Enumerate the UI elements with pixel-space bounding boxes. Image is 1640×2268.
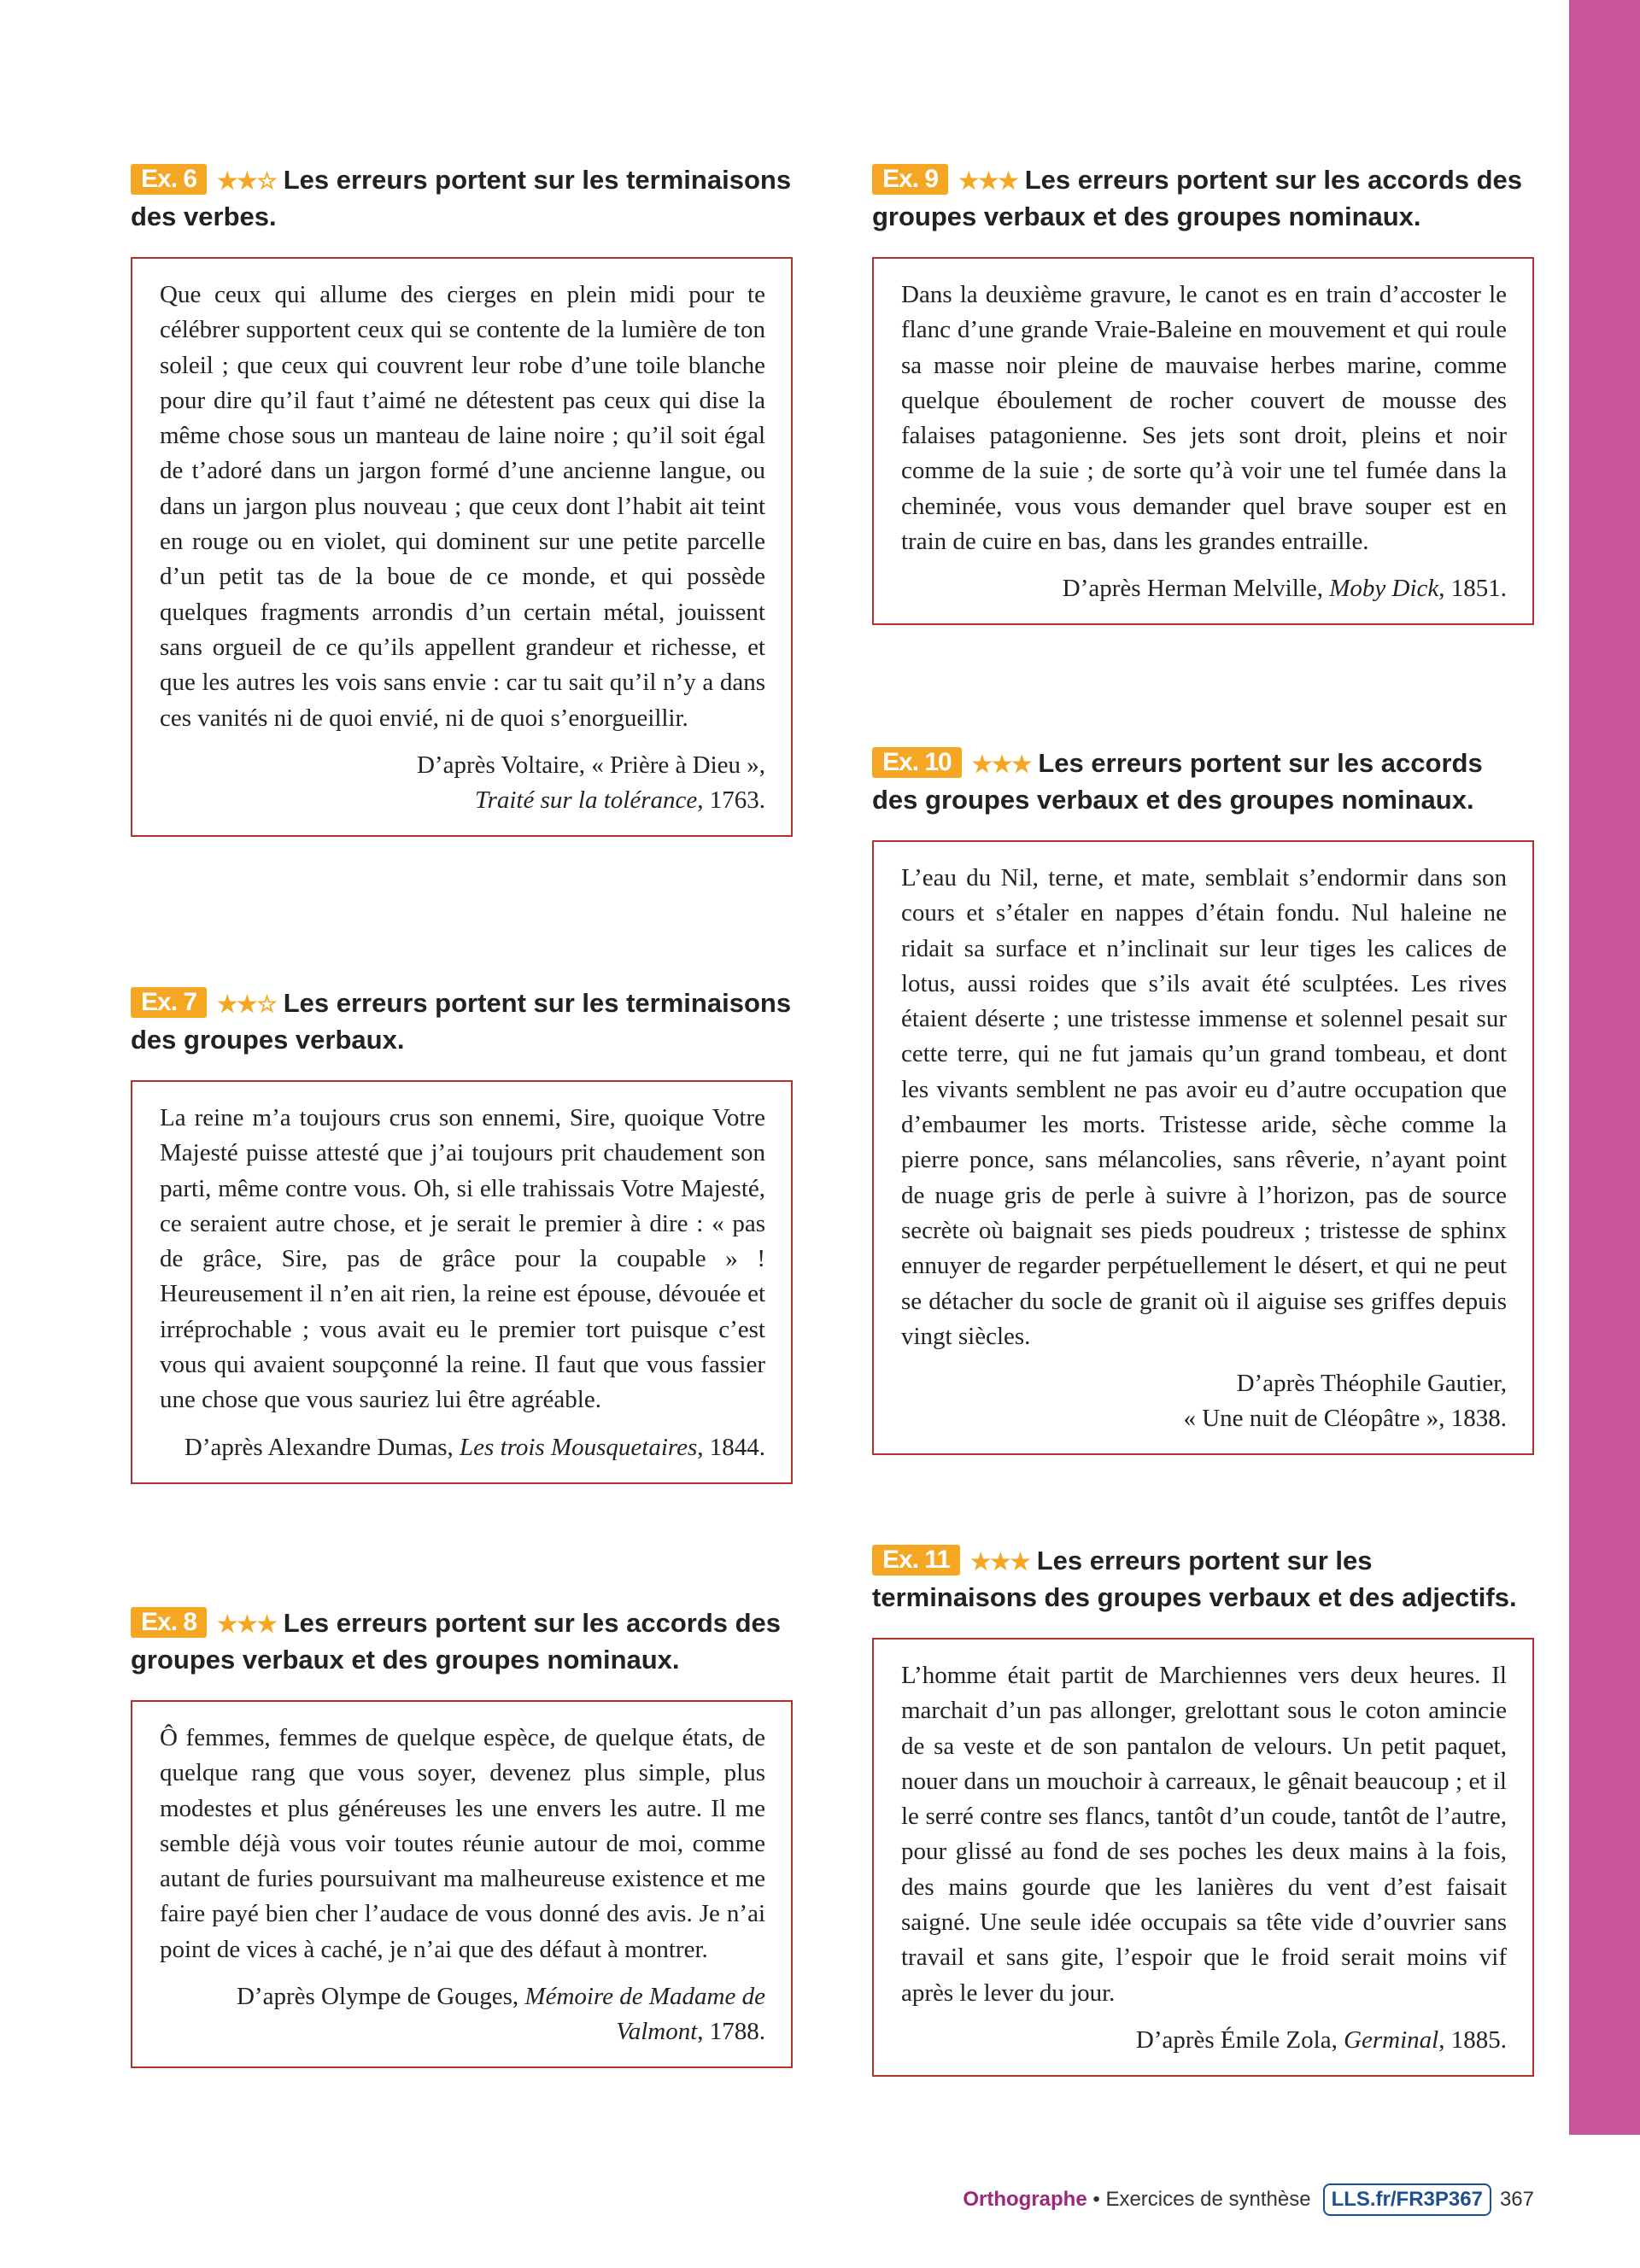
exercise-11 xyxy=(872,1543,1534,2077)
source-year: , 1844. xyxy=(697,1433,765,1461)
source-citation xyxy=(901,571,1507,606)
source-author: D’après Émile Zola, xyxy=(1135,2025,1338,2054)
exercise-title: Les erreurs portent sur les accords des groupes verbaux et des groupes nominaux. xyxy=(131,1608,782,1675)
exercise-6-header xyxy=(131,162,793,235)
exercise-title: Les erreurs portent sur les terminaisons des verbes. xyxy=(131,165,792,231)
exercise-7 xyxy=(131,985,793,1484)
exercise-badge: Ex. 10 xyxy=(872,747,962,778)
side-color-band xyxy=(1569,0,1640,2135)
exercise-text: Ô femmes, femmes de quelque espèce, de quelque états, de quelque rang que vous soyer, devenez plus simple, plus modestes et plus généreuses les une envers les autre. Il me semble déjà vous voir toutes réunie autour de moi, comme autant de furies poursuivant ma malheureuse existence et me faire payé bien cher l’audace de vous donné des avis. Je n’ai point de vices à caché, je n’ai que des défaut à montrer. xyxy=(160,1724,765,1963)
exercise-8 xyxy=(131,1605,793,2068)
exercise-8-header xyxy=(131,1605,793,1678)
exercise-title: Les erreurs portent sur les terminaisons des groupes verbaux. xyxy=(131,988,792,1055)
source-work: Mémoire de Madame de Valmont xyxy=(524,1983,765,2046)
footer-link[interactable]: LLS.fr/FR3P367 xyxy=(1323,2183,1491,2216)
exercise-title: Les erreurs portent sur les terminaisons des groupes verbaux et des adjectifs. xyxy=(872,1546,1517,1612)
footer-subsection: Exercices de synthèse xyxy=(1105,2188,1311,2211)
exercise-badge: Ex. 9 xyxy=(872,164,948,195)
exercise-text: Dans la deuxième gravure, le canot es en train d’accoster le flanc d’une grande Vraie-Baleine en mouvement et qui roule sa masse noir pleine de mauvaise herbes marine, comme quelque éboulement de rocher couvert de mousse des falaises patagonienne. Ses jets sont droit, pleins et noir comme de la suie ; de sorte qu’à voir une tel fumée dans la cheminée, vous vous demander quel brave souper est en train de cuire en bas, dans les grandes entraille. xyxy=(901,281,1507,556)
exercise-6 xyxy=(131,162,793,837)
exercise-title: Les erreurs portent sur les accords des groupes verbaux et des groupes nominaux. xyxy=(872,165,1523,231)
source-citation xyxy=(160,1979,765,2049)
text-box xyxy=(131,1080,793,1484)
difficulty-stars-icon: ★★★ xyxy=(971,751,1032,777)
exercise-9-header xyxy=(872,162,1534,235)
source-work: Traité sur la tolérance xyxy=(475,786,698,814)
difficulty-stars-icon: ★★☆ xyxy=(217,168,277,194)
exercise-text: L’homme était partit de Marchiennes vers deux heures. Il marchait d’un pas allonger, grelottant sous le coton amincie de sa veste et de son pantalon de velours. Un petit paquet, nouer dans un mouchoir à carreaux, le gênait beaucoup ; et il le serré contre ses flancs, tantôt d’un coude, tantôt de l’autre, pour glissé au fond de ses poches les deux mains à la fois, des mains gourde que les lanières du vent d’est faisait saigné. Une seule idée occupais sa tête vide d’ouvrier sans travail et sans gite, l’espoir que le froid serait moins vif après le lever du jour. xyxy=(901,1662,1507,2007)
source-author: D’après Olympe de Gouges, xyxy=(236,1983,519,2011)
footer-separator: • xyxy=(1086,2188,1106,2211)
exercise-9 xyxy=(872,162,1534,625)
source-year: , 1788. xyxy=(697,2018,765,2046)
source-year: , 1763. xyxy=(697,786,765,814)
footer-section: Orthographe xyxy=(963,2188,1087,2211)
text-box xyxy=(872,840,1534,1455)
source-year: , 1885. xyxy=(1438,2025,1507,2054)
text-box xyxy=(872,257,1534,625)
source-work: Les trois Mousquetaires xyxy=(460,1433,698,1461)
text-box xyxy=(872,1638,1534,2077)
page-footer xyxy=(963,2183,1534,2216)
exercise-badge: Ex. 6 xyxy=(131,164,207,195)
source-work: « Une nuit de Cléopâtre », 1838. xyxy=(1183,1405,1507,1433)
source-author: D’après Voltaire, « Prière à Dieu », xyxy=(416,751,765,779)
difficulty-stars-icon: ★★★ xyxy=(970,1549,1030,1575)
exercise-text: La reine m’a toujours crus son ennemi, Sire, quoique Votre Majesté puisse attesté que j’ai toujours prit chaudement son parti, même contre vous. Oh, si elle trahissais Votre Majesté, ce seraient autre chose, et je serait le premier à dire : « pas de grâce, Sire, pas de grâce pour la coupable » ! Heureusement il n’en ait rien, la reine est épouse, dévouée et irréprochable ; vous avait eu le premier tort puisque c’est vous qui avaient soupçonné la reine. Il faut que vous fassier une chose que vous sauriez lui être agréable. xyxy=(160,1104,765,1414)
difficulty-stars-icon: ★★★ xyxy=(217,1611,277,1637)
source-author: D’après Herman Melville, xyxy=(1062,575,1323,603)
difficulty-stars-icon: ★★☆ xyxy=(217,991,277,1017)
exercise-badge: Ex. 11 xyxy=(872,1545,960,1575)
difficulty-stars-icon: ★★★ xyxy=(958,168,1018,194)
source-year: , 1851. xyxy=(1438,575,1507,603)
exercise-badge: Ex. 7 xyxy=(131,987,207,1018)
exercise-badge: Ex. 8 xyxy=(131,1607,207,1638)
exercise-11-header xyxy=(872,1543,1534,1616)
exercise-7-header xyxy=(131,985,793,1058)
source-citation xyxy=(160,1430,765,1465)
source-author: D’après Alexandre Dumas, xyxy=(184,1433,454,1461)
page-number: 367 xyxy=(1499,2188,1534,2211)
source-citation xyxy=(901,1366,1507,1436)
source-author: D’après Théophile Gautier, xyxy=(1236,1370,1507,1398)
source-citation xyxy=(901,2023,1507,2058)
source-citation xyxy=(160,748,765,818)
source-work: Moby Dick xyxy=(1329,575,1439,603)
text-box xyxy=(131,1700,793,2068)
exercise-text: L’eau du Nil, terne, et mate, semblait s’endormir dans son cours et s’étaler en nappes d’étain fondu. Nul haleine ne ridait sa surface et n’inclinait sur leur tiges les calices de lotus, aussi roides que s’ils avait été sculptées. Les rives étaient déserte ; une tristesse immense et solennel pesait sur cette terre, qui ne fut jamais qu’un grand tombeau, et dont les vivants semblent ne pas avoir eu d’autre occupation que d’embaumer les morts. Tristesse aride, sèche comme la pierre ponce, sans mélancolies, sans rêverie, n’ayant point de nuage gris de perle à suivre à l’horizon, pas de source secrète où baignait ses pieds poudreux ; tristesse de sphinx ennuyer de regarder perpétuellement le désert, et qui ne peut se détacher du socle de granit où il aiguise ses griffes depuis vingt siècles. xyxy=(901,864,1507,1350)
source-work: Germinal xyxy=(1344,2025,1439,2054)
exercise-text: Que ceux qui allume des cierges en plein midi pour te célébrer supportent ceux qui se contente de la lumière de ton soleil ; que ceux qui couvrent leur robe d’une toile blanche pour dire qu’il faut t’aimé ne détestent pas ceux qui dise la même chose sous un manteau de laine noire ; qu’il soit égal de t’adoré dans un jargon formé d’une ancienne langue, ou dans un jargon plus nouveau ; que ceux dont l’habit ait teint en rouge ou en violet, qui dominent sur une petite parcelle d’un petit tas de la boue de ce monde, et qui possède quelques fragments arrondis d’un certain métal, jouissent sans orgueil de ce qu’ils appellent grandeur et richesse, et que les autres les vois sans envie : car tu sait qu’il n’y a dans ces vanités ni de quoi envié, ni de quoi s’enorgueillir. xyxy=(160,281,765,732)
exercise-10 xyxy=(872,745,1534,1455)
exercise-title: Les erreurs portent sur les accords des groupes verbaux et des groupes nominaux. xyxy=(872,748,1483,815)
exercise-10-header xyxy=(872,745,1534,818)
text-box xyxy=(131,257,793,837)
